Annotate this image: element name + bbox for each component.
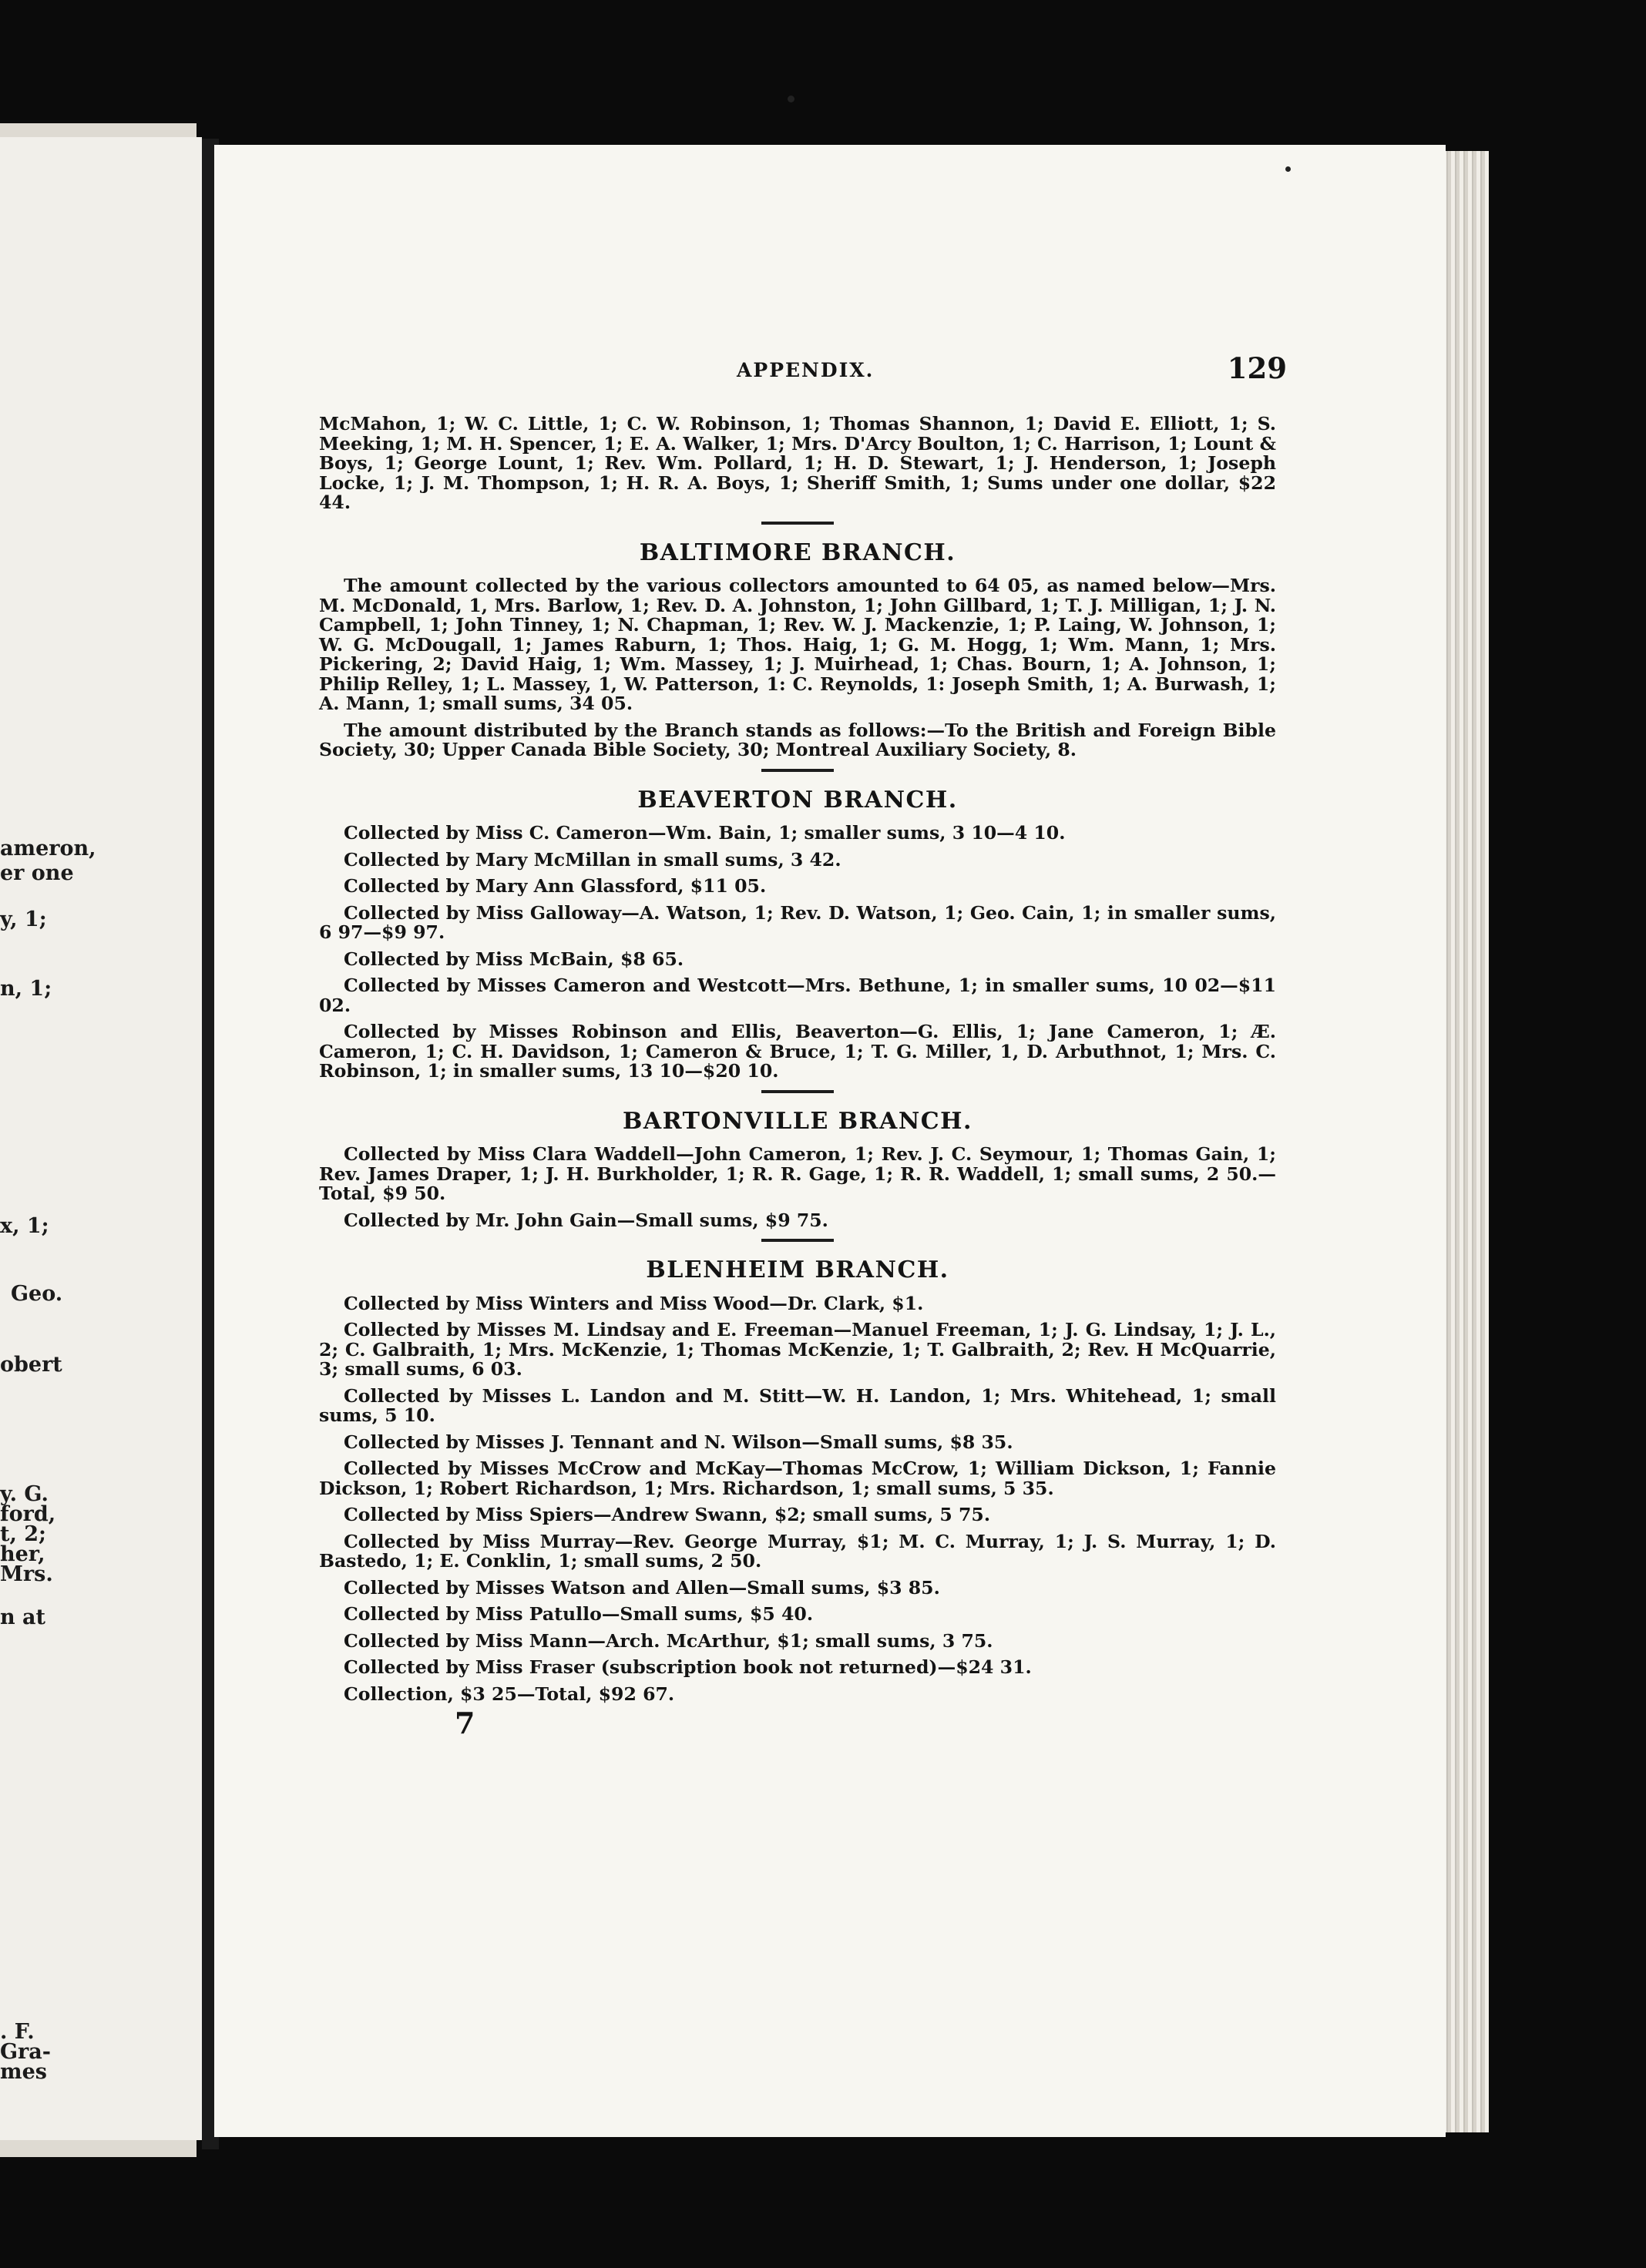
left-page-fragment: Geo. [11, 1282, 63, 1306]
left-page-fragment: Gra- [0, 2040, 51, 2064]
section-heading-beaverton: BEAVERTON BRANCH. [637, 786, 958, 814]
left-page-fragment: her, [0, 1542, 45, 1566]
left-page-fragment: x, 1; [0, 1214, 49, 1238]
section-rule [761, 1239, 834, 1242]
beaverton-entry: Collected by Miss McBain, $8 65. [344, 948, 684, 970]
beaverton-entry: Collected by Mary Ann Glassford, $11 05. [344, 875, 767, 897]
left-page-fragment: . F. [0, 2020, 35, 2044]
blenheim-entry: Collected by Misses Watson and Allen—Small sums, $3 85. [344, 1576, 940, 1599]
blenheim-entry: Collection, $3 25—Total, $92 67. [344, 1683, 675, 1705]
blenheim-entry: Collected by Miss Murray—Rev. George Murray, $1; M. C. Murray, 1; J. S. Murray, 1; D. Bastedo, 1; E. Conklin, 1; small sums, 2 50. [319, 1530, 1276, 1572]
left-page [0, 137, 202, 2140]
page-stack-edge [1439, 151, 1489, 2132]
blenheim-entry: Collected by Misses McCrow and McKay—Thomas McCrow, 1; William Dickson, 1; Fannie Dickson, 1; Robert Richardson, 1; Mrs. Richardson, 1; small sums, 5 35. [319, 1458, 1276, 1499]
running-title: APPENDIX. [737, 359, 875, 381]
beaverton-entry: Collected by Misses Robinson and Ellis, Beaverton—G. Ellis, 1; Jane Cameron, 1; Æ. Cameron, 1; C. H. Davidson, 1; Cameron & Bruce, 1; T. G. Miller, 1, D. Arbuthnot, 1; Mrs. C. Robinson, 1; in smaller sums, 13 10—$20 10. [319, 1021, 1276, 1082]
left-page-fragment: t, 2; [0, 1522, 47, 1546]
left-page-fragment: obert [0, 1353, 62, 1377]
left-page-fragment: y, 1; [0, 908, 47, 931]
left-page-fragment: ford, [0, 1502, 56, 1526]
bartonville-entry: Collected by Miss Clara Waddell—John Cameron, 1; Rev. J. C. Seymour, 1; Thomas Gain, 1; Rev. James Draper, 1; J. H. Burkholder, 1; R. R. Gage, 1; R. R. Waddell, 1; small sums, 2 50.—Total, $9 50. [319, 1143, 1276, 1204]
section-rule [761, 522, 834, 525]
left-page-fragment: er one [0, 861, 74, 885]
left-page-fragment: y. G. [0, 1482, 49, 1506]
bartonville-entry: Collected by Mr. John Gain—Small sums, $9 75. [344, 1209, 828, 1231]
page-number: 129 [1227, 351, 1287, 385]
section-rule [761, 769, 834, 772]
beaverton-entry: Collected by Mary McMillan in small sums, 3 42. [344, 848, 841, 871]
baltimore-paragraph: The amount collected by the various collectors amounted to 64 05, as named below—Mrs. M. McDonald, 1, Mrs. Barlow, 1; Rev. D. A. Johnston, 1; John Gillbard, 1; T. J. Milligan, 1; J. N. Campbell, 1; John Tinney, 1; N. Chapman, 1; Rev. W. J. Mackenzie, 1; P. Laing, W. Johnson, 1; W. G. McDougall, 1; James Raburn, 1; Thos. Haig, 1; G. M. Hogg, 1; Wm. Mann, 1; Mrs. Pickering, 2; David Haig, 1; Wm. Massey, 1; J. Muirhead, 1; Chas. Bourn, 1; A. Johnson, 1; Philip Relley, 1; L. Massey, 1, W. Patterson, 1: C. Reynolds, 1: Joseph Smith, 1; A. Burwash, 1; A. Mann, 1; small sums, 34 05. [319, 575, 1276, 714]
page-header [322, 351, 1287, 398]
section-heading-baltimore: BALTIMORE BRANCH. [639, 538, 956, 566]
blenheim-entry: Collected by Misses M. Lindsay and E. Freeman—Manuel Freeman, 1; J. G. Lindsay, 1; J. L., 2; C. Galbraith, 1; Mrs. McKenzie, 1; Thomas McKenzie, 1; T. Galbraith, 2; Rev. H McQuarrie, 3; small sums, 6 03. [319, 1319, 1276, 1380]
blenheim-entry: Collected by Miss Mann—Arch. McArthur, $1; small sums, 3 75. [344, 1629, 993, 1652]
intro-paragraph: McMahon, 1; W. C. Little, 1; C. W. Robinson, 1; Thomas Shannon, 1; David E. Elliott, 1; S. Meeking, 1; M. H. Spencer, 1; E. A. Walker, 1; Mrs. D'Arcy Boulton, 1; C. Harrison, 1; Lount & Boys, 1; George Lount, 1; Rev. Wm. Pollard, 1; H. D. Stewart, 1; J. Henderson, 1; Joseph Locke, 1; J. M. Thompson, 1; H. R. A. Boys, 1; Sheriff Smith, 1; Sums under one dollar, $22 44. [319, 413, 1276, 513]
signature-mark: 7 [455, 1706, 475, 1740]
blenheim-entry: Collected by Miss Patullo—Small sums, $5 40. [344, 1603, 814, 1625]
scan-speck [788, 96, 794, 102]
section-heading-blenheim: BLENHEIM BRANCH. [646, 1256, 949, 1283]
beaverton-entry: Collected by Miss C. Cameron—Wm. Bain, 1; smaller sums, 3 10—4 10. [344, 822, 1066, 844]
beaverton-entry: Collected by Misses Cameron and Westcott—Mrs. Bethune, 1; in smaller sums, 10 02—$11 02. [319, 975, 1276, 1016]
beaverton-entry: Collected by Miss Galloway—A. Watson, 1; Rev. D. Watson, 1; Geo. Cain, 1; in smaller sums, 6 97—$9 97. [319, 901, 1276, 943]
left-page-fragment: mes [0, 2060, 47, 2084]
left-page-fragment: Mrs. [0, 1562, 53, 1586]
blenheim-entry: Collected by Misses L. Landon and M. Stitt—W. H. Landon, 1; Mrs. Whitehead, 1; small sums, 5 10. [319, 1384, 1276, 1426]
blenheim-entry: Collected by Miss Spiers—Andrew Swann, $2; small sums, 5 75. [344, 1504, 991, 1525]
baltimore-paragraph: The amount distributed by the Branch stands as follows:—To the British and Foreign Bible Society, 30; Upper Canada Bible Society, 30; Montreal Auxiliary Society, 8. [319, 719, 1276, 760]
section-rule [761, 1090, 834, 1093]
blenheim-entry: Collected by Misses J. Tennant and N. Wilson—Small sums, $8 35. [344, 1431, 1013, 1453]
page-body [319, 413, 1276, 1740]
scan-speck [1285, 166, 1291, 172]
left-page-fragment: n, 1; [0, 977, 52, 1001]
blenheim-entry: Collected by Miss Fraser (subscription book not returned)—$24 31. [344, 1656, 1032, 1678]
section-heading-bartonville: BARTONVILLE BRANCH. [623, 1107, 972, 1135]
blenheim-entry: Collected by Miss Winters and Miss Wood—Dr. Clark, $1. [344, 1292, 924, 1314]
left-page-fragment: ameron, [0, 837, 96, 861]
left-page-fragment: n at [0, 1605, 45, 1629]
